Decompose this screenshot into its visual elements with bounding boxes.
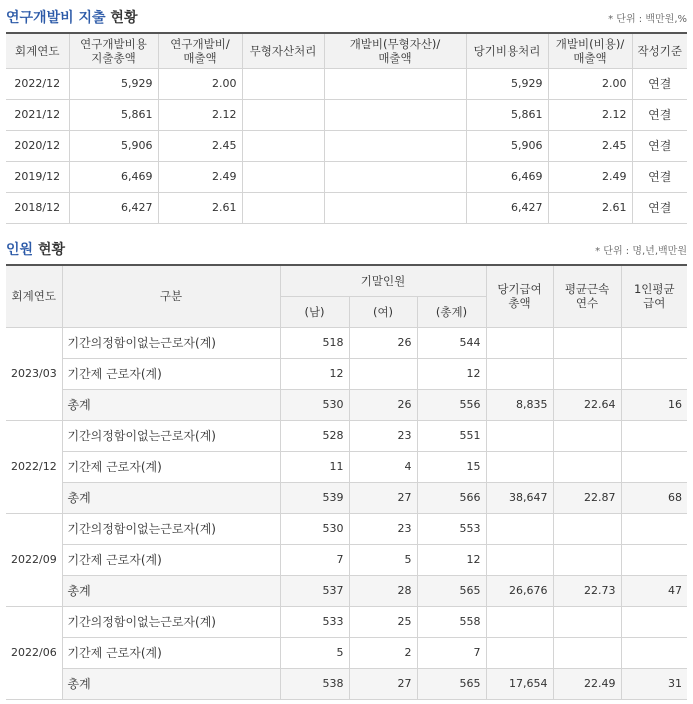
year-cell: 2022/06 [6, 606, 62, 699]
table-cell: 11 [280, 451, 349, 482]
table-row-total [6, 575, 687, 606]
category-cell: 기간제 근로자(계) [62, 451, 280, 482]
table-row [6, 606, 687, 637]
table-cell [324, 192, 466, 223]
table-row [6, 420, 687, 451]
table-cell: 2020/12 [6, 130, 69, 161]
category-cell: 총계 [62, 575, 280, 606]
table-cell [242, 99, 324, 130]
table-cell: 2.49 [548, 161, 632, 192]
table-cell: 5,906 [466, 130, 548, 161]
category-cell: 기간제 근로자(계) [62, 637, 280, 668]
table-cell [621, 513, 687, 544]
table-cell [553, 451, 621, 482]
table-cell: 22.87 [553, 482, 621, 513]
rnd-header-cell: 연구개발비/ 매출액 [158, 33, 242, 68]
table-cell: 16 [621, 389, 687, 420]
table-cell: 528 [280, 420, 349, 451]
year-cell: 2022/09 [6, 513, 62, 606]
table-cell: 5,929 [69, 68, 158, 99]
table-cell [486, 544, 553, 575]
table-cell [324, 99, 466, 130]
table-cell: 31 [621, 668, 687, 699]
table-cell [242, 130, 324, 161]
table-cell: 5,929 [466, 68, 548, 99]
table-cell: 565 [417, 668, 486, 699]
table-row-total [6, 389, 687, 420]
table-cell: 5 [349, 544, 417, 575]
category-cell: 기간의정함이없는근로자(계) [62, 513, 280, 544]
staff-section-header [6, 239, 687, 259]
staff-header-row [6, 265, 687, 296]
table-cell: 26 [349, 327, 417, 358]
table-cell: 530 [280, 513, 349, 544]
table-cell: 연결 [632, 99, 687, 130]
table-cell [242, 192, 324, 223]
table-cell: 6,469 [466, 161, 548, 192]
table-cell [486, 513, 553, 544]
table-cell: 7 [280, 544, 349, 575]
rnd-section-title: 연구개발비 지출 현황 [6, 10, 138, 26]
table-row [6, 68, 687, 99]
table-cell [324, 130, 466, 161]
table-cell: 47 [621, 575, 687, 606]
category-cell: 기간의정함이없는근로자(계) [62, 420, 280, 451]
year-cell: 2022/12 [6, 420, 62, 513]
table-row-total [6, 482, 687, 513]
table-cell: 2.12 [548, 99, 632, 130]
table-row [6, 358, 687, 389]
table-row [6, 327, 687, 358]
table-cell: 2018/12 [6, 192, 69, 223]
category-cell: 총계 [62, 668, 280, 699]
table-row [6, 513, 687, 544]
table-cell: 22.73 [553, 575, 621, 606]
table-cell: 5,861 [69, 99, 158, 130]
table-cell: 28 [349, 575, 417, 606]
table-cell: 2.61 [158, 192, 242, 223]
rnd-header-row [6, 33, 687, 68]
staff-header-tenure: 평균근속 연수 [553, 265, 621, 327]
table-cell: 556 [417, 389, 486, 420]
table-cell: 2.45 [548, 130, 632, 161]
table-cell: 12 [417, 544, 486, 575]
rnd-header-cell: 연구개발비용 지출총액 [69, 33, 158, 68]
table-cell [486, 358, 553, 389]
rnd-unit-note: * 단위 : 백만원,% [608, 14, 687, 25]
rnd-header-cell: 작성기준 [632, 33, 687, 68]
table-cell [486, 637, 553, 668]
table-cell [553, 637, 621, 668]
table-cell: 연결 [632, 161, 687, 192]
rnd-header-cell: 무형자산처리 [242, 33, 324, 68]
table-cell [486, 420, 553, 451]
table-cell: 2.61 [548, 192, 632, 223]
staff-header-total: (총계) [417, 296, 486, 327]
staff-header-headcount: 기말인원 [280, 265, 486, 296]
table-cell: 2 [349, 637, 417, 668]
table-cell [486, 451, 553, 482]
staff-section-title: 인원 현황 [6, 242, 65, 258]
category-cell: 총계 [62, 389, 280, 420]
table-cell: 6,427 [466, 192, 548, 223]
table-cell [486, 327, 553, 358]
table-row [6, 637, 687, 668]
table-cell [621, 358, 687, 389]
table-row-total [6, 668, 687, 699]
table-cell: 26,676 [486, 575, 553, 606]
table-cell: 8,835 [486, 389, 553, 420]
table-row [6, 451, 687, 482]
table-cell [486, 606, 553, 637]
rnd-table [6, 32, 687, 224]
table-cell: 25 [349, 606, 417, 637]
table-cell: 2019/12 [6, 161, 69, 192]
table-cell: 5,906 [69, 130, 158, 161]
table-cell [621, 327, 687, 358]
staff-header-female: (여) [349, 296, 417, 327]
table-row [6, 99, 687, 130]
table-cell: 538 [280, 668, 349, 699]
rnd-header-cell: 개발비(비용)/ 매출액 [548, 33, 632, 68]
table-cell: 2021/12 [6, 99, 69, 130]
table-cell: 12 [417, 358, 486, 389]
table-cell: 539 [280, 482, 349, 513]
table-row [6, 192, 687, 223]
table-cell: 27 [349, 668, 417, 699]
table-cell: 2.49 [158, 161, 242, 192]
table-cell: 15 [417, 451, 486, 482]
table-cell: 4 [349, 451, 417, 482]
table-cell: 533 [280, 606, 349, 637]
category-cell: 기간제 근로자(계) [62, 358, 280, 389]
table-cell: 17,654 [486, 668, 553, 699]
staff-header-category: 구분 [62, 265, 280, 327]
staff-header-year: 회계연도 [6, 265, 62, 327]
table-cell: 68 [621, 482, 687, 513]
rnd-header-cell: 회계연도 [6, 33, 69, 68]
table-cell: 6,427 [69, 192, 158, 223]
table-cell [621, 606, 687, 637]
table-cell: 6,469 [69, 161, 158, 192]
category-cell: 기간의정함이없는근로자(계) [62, 606, 280, 637]
table-cell: 연결 [632, 192, 687, 223]
table-cell: 5,861 [466, 99, 548, 130]
table-row [6, 130, 687, 161]
table-cell: 558 [417, 606, 486, 637]
table-cell [553, 420, 621, 451]
rnd-section-header [6, 7, 687, 27]
table-cell: 23 [349, 420, 417, 451]
table-cell: 연결 [632, 68, 687, 99]
table-cell: 22.49 [553, 668, 621, 699]
table-cell: 2.00 [548, 68, 632, 99]
category-cell: 총계 [62, 482, 280, 513]
table-cell: 551 [417, 420, 486, 451]
staff-header-pay: 당기급여 총액 [486, 265, 553, 327]
table-cell: 7 [417, 637, 486, 668]
table-cell [553, 544, 621, 575]
table-cell [242, 68, 324, 99]
table-cell [553, 358, 621, 389]
table-cell: 2.00 [158, 68, 242, 99]
table-cell: 12 [280, 358, 349, 389]
rnd-header-cell: 개발비(무형자산)/ 매출액 [324, 33, 466, 68]
table-cell: 518 [280, 327, 349, 358]
table-cell: 연결 [632, 130, 687, 161]
table-cell [621, 637, 687, 668]
table-cell: 530 [280, 389, 349, 420]
table-cell: 5 [280, 637, 349, 668]
table-cell: 566 [417, 482, 486, 513]
table-cell [324, 161, 466, 192]
category-cell: 기간제 근로자(계) [62, 544, 280, 575]
table-cell: 26 [349, 389, 417, 420]
table-cell [621, 451, 687, 482]
table-row [6, 161, 687, 192]
table-cell [349, 358, 417, 389]
table-cell: 565 [417, 575, 486, 606]
table-cell: 38,647 [486, 482, 553, 513]
table-cell: 2.12 [158, 99, 242, 130]
table-cell: 553 [417, 513, 486, 544]
table-cell: 537 [280, 575, 349, 606]
table-cell [621, 544, 687, 575]
staff-table [6, 264, 687, 700]
table-cell: 23 [349, 513, 417, 544]
table-cell [242, 161, 324, 192]
table-cell [553, 513, 621, 544]
staff-header-avg-pay: 1인평균 급여 [621, 265, 687, 327]
table-cell: 2.45 [158, 130, 242, 161]
table-cell: 544 [417, 327, 486, 358]
table-cell [553, 327, 621, 358]
staff-unit-note: * 단위 : 명,년,백만원 [595, 246, 687, 257]
rnd-header-cell: 당기비용처리 [466, 33, 548, 68]
staff-header-male: (남) [280, 296, 349, 327]
table-cell [324, 68, 466, 99]
table-cell [621, 420, 687, 451]
table-cell: 22.64 [553, 389, 621, 420]
table-cell: 27 [349, 482, 417, 513]
table-cell: 2022/12 [6, 68, 69, 99]
table-row [6, 544, 687, 575]
category-cell: 기간의정함이없는근로자(계) [62, 327, 280, 358]
year-cell: 2023/03 [6, 327, 62, 420]
table-cell [553, 606, 621, 637]
